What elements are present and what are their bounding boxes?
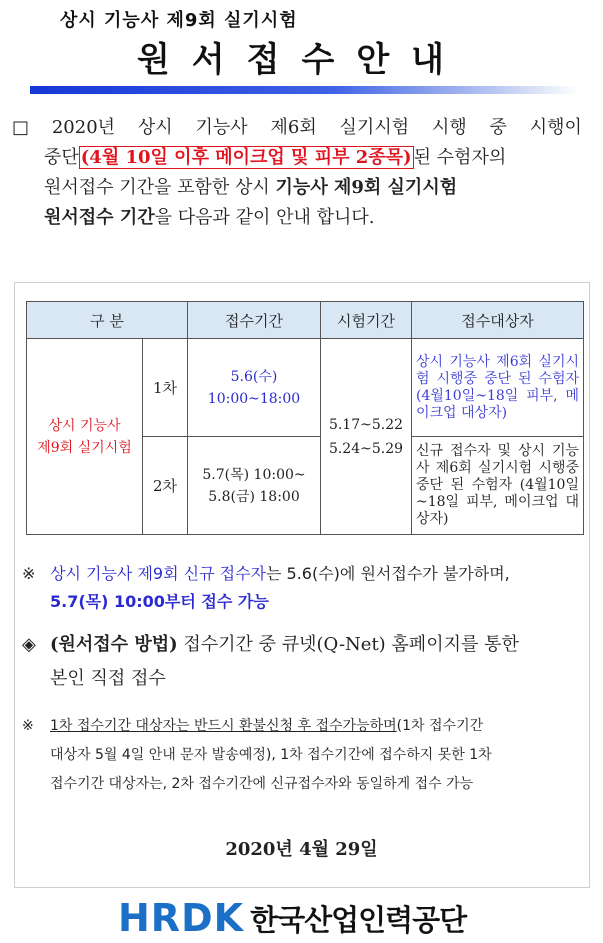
intro-line-4 (12, 203, 582, 233)
category-line: 상시 기능사 (48, 417, 121, 434)
intro-word: 시행 (431, 117, 467, 138)
note-text: (1차 접수기간 (396, 718, 484, 734)
intro-word: 제6회 (270, 117, 317, 138)
intro-highlight-red: (4월 10일 이후 메이크업 및 피부 2종목) (80, 147, 412, 168)
note-text: 접수기간 대상자는, 2차 접수기간에 신규접수자와 동일하게 접수 가능 (50, 776, 474, 792)
notice-date: 2020년 4월 29일 (225, 839, 378, 860)
intro-word: 시행이 (529, 117, 582, 138)
intro-word: 실기시험 (339, 117, 410, 138)
schedule-table (26, 301, 584, 535)
notice-title: 원서접수안내 (136, 40, 467, 80)
intro-paragraph (12, 113, 582, 233)
period-line: 5.6(수) (230, 368, 278, 385)
category-cell (27, 339, 143, 535)
period-line: 5.8(금) 18:00 (208, 488, 300, 505)
period-line: 10:00~18:00 (207, 390, 301, 407)
intro-text: 중단 (44, 147, 79, 168)
note-text: 대상자 5월 4일 안내 문자 발송예정), 1차 접수기간에 접수하지 못한 1차 (50, 747, 492, 763)
intro-word: 기능사 (195, 117, 248, 138)
reference-mark-icon: ※ (22, 718, 34, 734)
note-line (22, 770, 582, 799)
intro-word: 2020년 (51, 117, 116, 138)
category-line: 제9회 실기시험 (37, 439, 132, 456)
intro-line-3 (12, 173, 582, 203)
note-new-applicants (22, 560, 582, 616)
header-target: 접수대상자 (412, 302, 584, 339)
intro-line-2 (12, 143, 582, 173)
target-cell: 상시 기능사 제6회 실기시험 시행중 중단 된 수험자 (4월10일~18일 피부, 메이크업 대상자) (412, 339, 584, 437)
round-cell: 2차 (143, 437, 188, 535)
organization-name: 한국산업인력공단 (250, 902, 467, 937)
note-line (22, 560, 582, 588)
exam-period-line: 5.17~5.22 (328, 416, 404, 433)
intro-bold-text: 원서접수 기간 (44, 207, 155, 228)
reference-mark-icon: ※ (22, 564, 36, 583)
intro-text: 된 수험자의 (413, 147, 507, 168)
note-bold-text: (원서접수 방법) (50, 634, 178, 655)
note-underlined-text: 1차 접수기간 대상자는 반드시 환불신청 후 접수가능하며 (50, 718, 397, 734)
target-cell: 신규 접수자 및 상시 기능사 제6회 실기시험 시행중 중단 된 수험자 (4월10일~18일 피부, 메이크업 대상자) (412, 437, 584, 535)
exam-period-cell (321, 339, 412, 535)
note-line (22, 662, 582, 696)
intro-text: 을 다음과 같이 안내 합니다. (154, 207, 375, 228)
diamond-bullet-icon: ◈ (22, 634, 36, 655)
note-line (22, 628, 582, 662)
note-blue-text: 상시 기능사 제9회 신규 접수자 (50, 564, 266, 583)
intro-line-1 (12, 113, 582, 143)
note-apply-method (22, 628, 582, 696)
intro-text: 원서접수 기간을 포함한 상시 (44, 177, 276, 198)
table-header-row (27, 302, 584, 339)
note-line (22, 712, 582, 741)
note-text: 본인 직접 접수 (50, 668, 166, 689)
footer-logo (118, 896, 466, 940)
round-cell: 1차 (143, 339, 188, 437)
intro-bold-text: 기능사 제9회 실기시험 (275, 177, 458, 198)
header-exam: 시험기간 (321, 302, 412, 339)
note-line (22, 588, 582, 616)
intro-word: 중 (489, 117, 507, 138)
period-line: 5.7(목) 10:00~ (202, 466, 306, 483)
table-row (27, 339, 584, 437)
title-underline-bar (30, 86, 578, 94)
note-blue-text: 5.7(목) 10:00부터 접수 가능 (50, 592, 269, 611)
header-period: 접수기간 (188, 302, 321, 339)
note-text: 는 5.6(수)에 원서접수가 불가하며, (266, 564, 510, 583)
exam-period-line: 5.24~5.29 (328, 440, 404, 457)
hrdk-logo-icon: HRDK (118, 896, 245, 940)
header-category: 구 분 (27, 302, 188, 339)
checkbox-bullet-icon: □ (12, 117, 30, 138)
note-line (22, 741, 582, 770)
note-text: 접수기간 중 큐넷(Q-Net) 홈페이지를 통한 (177, 634, 519, 655)
period-cell (188, 339, 321, 437)
intro-word: 상시 (137, 117, 173, 138)
notice-subtitle: 상시 기능사 제9회 실기시험 (60, 10, 298, 31)
period-cell (188, 437, 321, 535)
note-first-round (22, 712, 582, 799)
